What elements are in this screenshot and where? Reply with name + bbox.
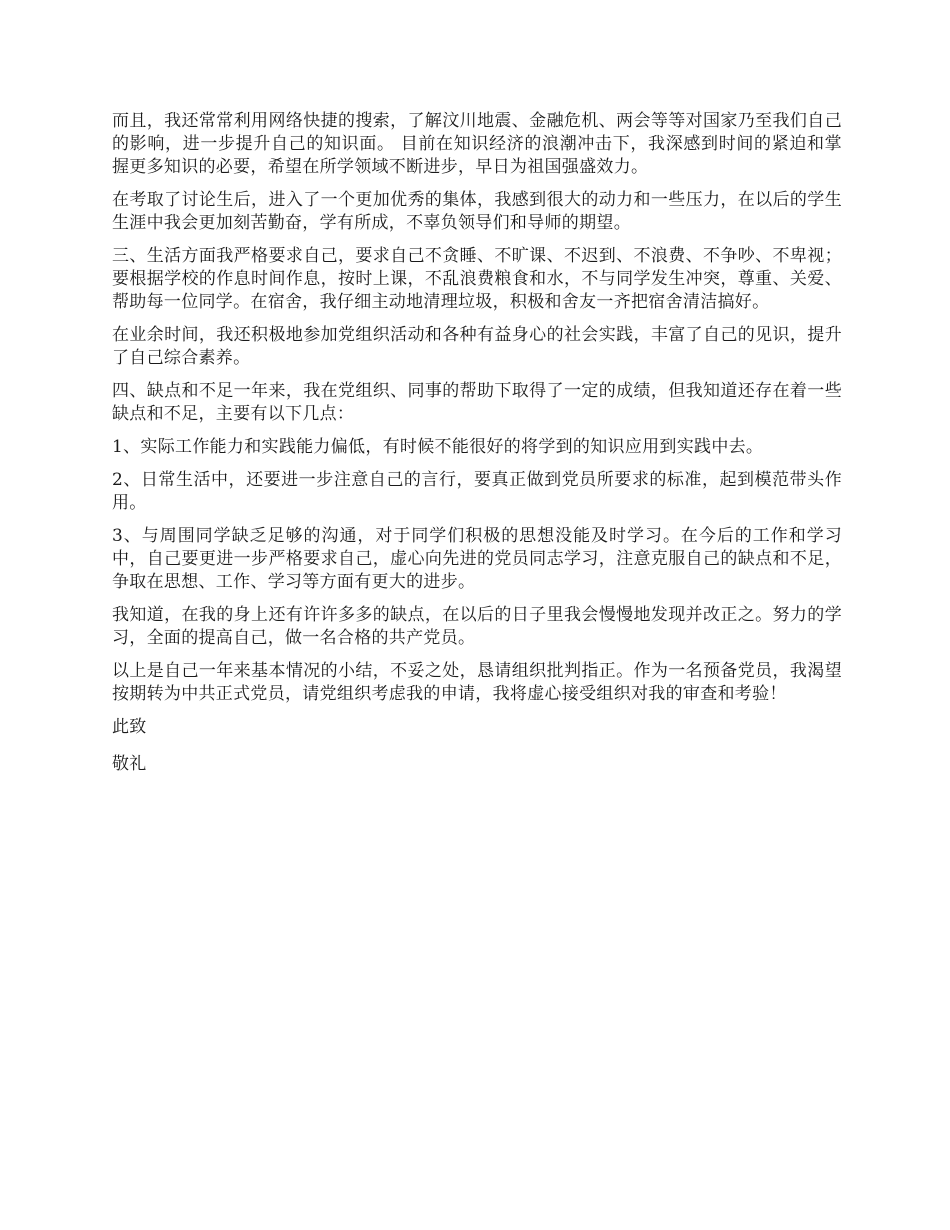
paragraph-self-awareness: 我知道，在我的身上还有许许多多的缺点，在以后的日子里我会慢慢地发现并改正之。努力的学习，全面的提高自己，做一名合格的共产党员。 [112, 605, 842, 648]
paragraph-spare-time: 在业余时间，我还积极地参加党组织活动和各种有益身心的社会实践，丰富了自己的见识，提升了自己综合素养。 [112, 325, 842, 368]
paragraph-life-discipline: 三、生活方面我严格要求自己，要求自己不贪睡、不旷课、不迟到、不浪费、不争吵、不卑视；要根据学校的作息时间作息，按时上课，不乱浪费粮食和水，不与同学发生冲突，尊重、关爱、帮助每一位同学。在宿舍，我仔细主动地清理垃圾，积极和舍友一齐把宿舍清洁搞好。 [112, 246, 842, 312]
paragraph-shortcoming-3: 3、与周围同学缺乏足够的沟通，对于同学们积极的思想没能及时学习。在今后的工作和学习中，自己要更进一步严格要求自己，虚心向先进的党员同志学习，注意克服自己的缺点和不足，争取在思想、工作、学习等方面有更大的进步。 [112, 526, 842, 592]
closing-regards: 敬礼 [112, 754, 147, 774]
paragraph-shortcomings-intro: 四、缺点和不足一年来，我在党组织、同事的帮助下取得了一定的成绩，但我知道还存在着一些缺点和不足，主要有以下几点： [112, 381, 842, 424]
paragraph-shortcoming-1: 1、实际工作能力和实践能力偏低，有时候不能很好的将学到的知识应用到实践中去。 [112, 437, 764, 457]
paragraph-graduate-study: 在考取了讨论生后，进入了一个更加优秀的集体，我感到很大的动力和一些压力，在以后的学生生涯中我会更加刻苦勤奋，学有所成，不辜负领导们和导师的期望。 [112, 190, 842, 233]
closing-salutation: 此致 [112, 717, 147, 737]
paragraph-summary-request: 以上是自己一年来基本情况的小结，不妥之处，恳请组织批判指正。作为一名预备党员，我渴望按期转为中共正式党员，请党组织考虑我的申请，我将虚心接受组织对我的审查和考验！ [112, 661, 842, 704]
paragraph-network-search: 而且，我还常常利用网络快捷的搜索，了解汶川地震、金融危机、两会等等对国家乃至我们自己的影响，进一步提升自己的知识面。 目前在知识经济的浪潮冲击下，我深感到时间的紧迫和掌握更多知识的必要，希望在所学领域不断进步，早日为祖国强盛效力。 [112, 111, 842, 177]
document-body [112, 110, 842, 790]
paragraph-shortcoming-2: 2、日常生活中，还要进一步注意自己的言行，要真正做到党员所要求的标准，起到模范带头作用。 [112, 470, 842, 513]
